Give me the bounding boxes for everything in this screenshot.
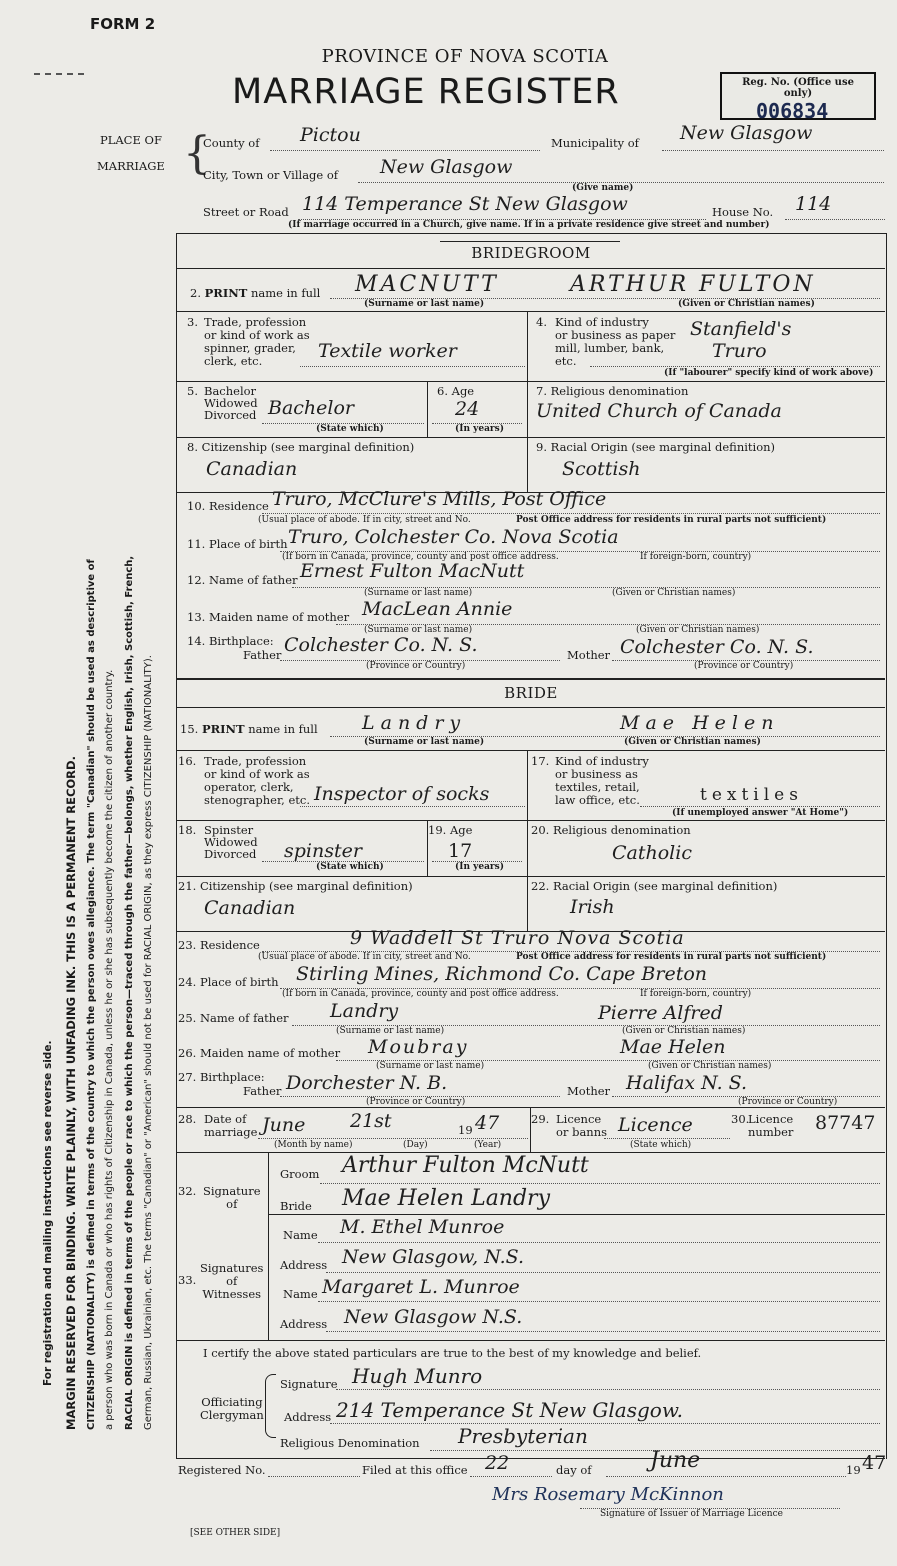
punch-mark — [34, 73, 84, 75]
groom-status-number: 5. — [187, 384, 198, 398]
groom-industry-1: Stanfield's — [690, 318, 792, 340]
groom-bp-mother-caption: (Province or Country) — [694, 661, 794, 671]
groom-racial: Scottish — [562, 458, 641, 480]
clergy-addr-label: Address — [284, 1410, 332, 1424]
w2-address: New Glasgow N.S. — [344, 1306, 523, 1328]
place-label-1: PLACE OF — [100, 133, 162, 147]
bride-father-label: 25. Name of father — [178, 1011, 289, 1025]
groom-religion-label: 7. Religious denomination — [536, 384, 689, 398]
county-value: Pictou — [300, 124, 361, 146]
groom-father-label: 12. Name of father — [187, 573, 298, 587]
w1-address: New Glasgow, N.S. — [342, 1246, 525, 1268]
bride-industry-label: Kind of industry or business as textiles, retail, law office, etc. — [555, 754, 649, 807]
groom-bp-father-caption: (Province or Country) — [366, 661, 466, 671]
groom-signature: Arthur Fulton McNutt — [342, 1153, 589, 1178]
groom-mother-label: 13. Maiden name of mother — [187, 610, 350, 624]
w2-address-label: Address — [280, 1317, 328, 1331]
church-note: (If marriage occurred in a Church, give name. If in a private residence give street and number) — [288, 220, 770, 230]
date-month-caption: (Month by name) — [274, 1140, 353, 1150]
date-month: June — [262, 1114, 306, 1136]
filed-month: June — [650, 1448, 701, 1473]
clergy-bracket — [265, 1374, 276, 1438]
reg-number-label: Reg. No. (Office use only) — [742, 77, 854, 99]
issuer-caption: Signature of Issuer of Marriage Licence — [600, 1509, 783, 1519]
reg-number: 006834 — [756, 99, 829, 123]
w1-address-label: Address — [280, 1258, 328, 1272]
groom-age: 24 — [455, 398, 480, 420]
groom-birth-caption-2: If foreign-born, country) — [640, 552, 752, 562]
issuer-signature: Mrs Rosemary McKinnon — [492, 1484, 724, 1505]
clergy-rel-label: Religious Denomination — [280, 1436, 420, 1450]
bride-age: 17 — [448, 840, 473, 862]
groom-racial-label: 9. Racial Origin (see marginal definition) — [536, 440, 776, 454]
bride-age-label: 19. Age — [428, 823, 473, 837]
groom-given: ARTHUR FULTON — [570, 272, 816, 297]
place-label-2: MARRIAGE — [97, 159, 165, 173]
bride-religion-label: 20. Religious denomination — [531, 823, 691, 837]
w1-name: M. Ethel Munroe — [340, 1216, 505, 1238]
groom-bp-mother: Colchester Co. N. S. — [620, 636, 814, 658]
witness-label: Signatures of Witnesses — [200, 1261, 264, 1301]
groom-religion: United Church of Canada — [536, 400, 782, 422]
bride-birth-caption-1: (If born in Canada, province, county and post office address. — [282, 989, 559, 999]
margin-instructions: For registration and mailing instructions see reverse side. — [42, 1040, 54, 1386]
licence-type: Licence — [618, 1114, 693, 1136]
bride-bp-father: Dorchester N. B. — [286, 1072, 448, 1094]
bride-father-given-caption: (Given or Christian names) — [622, 1026, 746, 1036]
bride-mother-surname: Moubray — [368, 1036, 469, 1058]
street-label: Street or Road — [203, 205, 289, 219]
bride-bp-father-caption: (Province or Country) — [366, 1097, 466, 1107]
bride-father-surname: Landry — [330, 1000, 399, 1022]
bride-surname: Landry — [362, 712, 467, 734]
licence-label: Licence or banns — [556, 1112, 608, 1139]
margin-binding-notice: MARGIN RESERVED FOR BINDING. WRITE PLAINLY, WITH UNFADING INK. THIS IS A PERMANENT RECORD. — [64, 756, 78, 1430]
form-title: MARRIAGE REGISTER — [232, 72, 620, 112]
groom-age-label: 6. Age — [437, 384, 475, 398]
day-of-label: day of — [556, 1463, 592, 1477]
bride-bp-mother-caption: (Province or Country) — [738, 1097, 838, 1107]
clergy-denomination: Presbyterian — [458, 1424, 588, 1448]
bride-status-number: 18. — [178, 823, 197, 837]
groom-bp-father: Colchester Co. N. S. — [284, 634, 478, 656]
bride-heading: BRIDE — [504, 684, 558, 702]
bride-industry-caption: (If unemployed answer "At Home") — [672, 808, 849, 818]
municipality-value: New Glasgow — [680, 122, 813, 144]
bride-residence-caption-1: (Usual place of abode. If in city, street and No. — [258, 952, 471, 962]
margin-racial-2: German, Russian, Ukrainian, etc. The terms "Canadian" or "American" should not be used for RACIAL ORIGIN, as they express CITIZENSHIP (NATIONALITY). — [143, 655, 154, 1430]
bride-given: Mae Helen — [620, 712, 780, 734]
groom-residence-label: 10. Residence — [187, 499, 269, 513]
filed-label: Filed at this office — [362, 1463, 468, 1477]
groom-birth: Truro, Colchester Co. Nova Scotia — [288, 526, 619, 548]
groom-birth-label: 11. Place of birth — [187, 537, 288, 551]
clergy-address: 214 Temperance St New Glasgow. — [336, 1398, 683, 1422]
groom-mother: MacLean Annie — [362, 598, 513, 620]
groom-citizenship: Canadian — [206, 458, 298, 480]
groom-citizenship-label: 8. Citizenship (see marginal definition) — [187, 440, 415, 454]
bride-racial: Irish — [570, 896, 615, 918]
groom-age-caption: (In years) — [455, 424, 504, 434]
groom-bp-father-label: Father — [243, 648, 282, 662]
date-label: Date of marriage — [204, 1112, 258, 1139]
bride-industry-number: 17. — [531, 754, 550, 768]
bride-status-label: Spinster Widowed Divorced — [204, 823, 258, 861]
groom-father: Ernest Fulton MacNutt — [300, 560, 525, 582]
bride-surname-caption: (Surname or last name) — [364, 737, 485, 747]
groom-industry-number: 4. — [536, 315, 547, 329]
groom-trade: Textile worker — [318, 340, 457, 362]
see-other-side: [SEE OTHER SIDE] — [190, 1528, 281, 1538]
bride-birth: Stirling Mines, Richmond Co. Cape Breton — [296, 963, 708, 985]
bride-birthplace-label: 27. Birthplace: — [178, 1070, 265, 1084]
date-year-prefix: 19 — [458, 1123, 473, 1137]
filed-day: 22 — [485, 1452, 510, 1474]
bride-bp-mother: Halifax N. S. — [626, 1072, 748, 1094]
clergy-sig-label: Signature — [280, 1377, 338, 1391]
date-year: 47 — [475, 1112, 500, 1134]
groom-mother-given-caption: (Given or Christian names) — [636, 625, 760, 635]
groom-name-row — [190, 287, 320, 299]
bride-birth-label: 24. Place of birth — [178, 975, 279, 989]
date-day: 21st — [350, 1110, 392, 1132]
bride-residence-caption-2: Post Office address for residents in rural parts not sufficient) — [516, 952, 827, 962]
bride-age-caption: (In years) — [455, 862, 504, 872]
bride-trade-number: 16. — [178, 754, 197, 768]
groom-name-number: 2. — [190, 286, 201, 300]
licence-no-label: Licence number — [748, 1112, 794, 1139]
groom-trade-label: Trade, profession or kind of work as spinner, grader, clerk, etc. — [204, 315, 310, 368]
licence-number-label-num: 29. — [531, 1112, 550, 1126]
bride-sig-label: Bride — [280, 1199, 312, 1213]
date-day-caption: (Day) — [403, 1140, 428, 1150]
bride-status: spinster — [284, 840, 362, 862]
bride-religion: Catholic — [612, 842, 692, 864]
margin-citizenship-1: CITIZENSHIP (NATIONALITY) is defined in terms of the country to which the person owes allegiance. The term "Canadian" should be used as descriptive of — [86, 559, 97, 1430]
groom-father-given-caption: (Given or Christian names) — [612, 588, 736, 598]
bride-citizenship: Canadian — [204, 897, 296, 919]
groom-birth-caption-1: (If born in Canada, province, county and post office address. — [282, 552, 559, 562]
margin-citizenship-2: a person who was born in Canada or who has rights of Citizenship in Canada, unless he or she has subsequently become the citizen of another country. — [104, 669, 115, 1430]
groom-residence-caption-1: (Usual place of abode. If in city, street and No. — [258, 515, 471, 525]
margin-racial-1: RACIAL ORIGIN is defined in terms of the people or race to which the person—traced through the father—belongs, whether English, Irish, Scottish, French, — [124, 555, 135, 1430]
bride-father-surname-caption: (Surname or last name) — [336, 1026, 445, 1036]
bride-trade: Inspector of socks — [314, 783, 490, 805]
groom-sig-label: Groom — [280, 1167, 320, 1181]
groom-residence-caption-2: Post Office address for residents in rural parts not sufficient) — [516, 515, 827, 525]
bride-signature: Mae Helen Landry — [342, 1186, 551, 1211]
licence-no-num: 30. — [731, 1112, 750, 1126]
county-label: County of — [203, 136, 260, 150]
bride-father-given: Pierre Alfred — [598, 1002, 723, 1024]
groom-status-label: Bachelor Widowed Divorced — [204, 384, 258, 422]
groom-bp-mother-label: Mother — [567, 648, 611, 662]
groom-trade-number: 3. — [187, 315, 198, 329]
street-value: 114 Temperance St New Glasgow — [302, 193, 628, 215]
groom-surname: MACNUTT — [355, 272, 499, 297]
house-label: House No. — [712, 205, 774, 219]
bride-bp-mother-label: Mother — [567, 1084, 611, 1098]
house-value: 114 — [795, 193, 832, 215]
w2-name-label: Name — [283, 1287, 318, 1301]
groom-surname-caption: (Surname or last name) — [364, 299, 485, 309]
groom-industry-label: Kind of industry or business as paper mill, lumber, bank, etc. — [555, 315, 676, 368]
date-year-caption: (Year) — [474, 1140, 502, 1150]
bride-name-row: 15. PRINT name in full — [180, 722, 318, 736]
groom-status: Bachelor — [268, 397, 355, 419]
licence-type-caption: (State which) — [630, 1140, 692, 1150]
filed-year: 47 — [862, 1452, 887, 1474]
bride-birth-caption-2: If foreign-born, country) — [640, 989, 752, 999]
province-heading: PROVINCE OF NOVA SCOTIA — [321, 46, 609, 67]
city-label: City, Town or Village of — [203, 168, 339, 182]
groom-given-caption: (Given or Christian names) — [678, 299, 815, 309]
give-name-caption: (Give name) — [572, 183, 634, 193]
groom-birthplace-label: 14. Birthplace: — [187, 634, 274, 648]
bridegroom-heading: BRIDEGROOM — [471, 244, 591, 262]
bride-status-caption: (State which) — [316, 862, 384, 872]
bride-trade-label: Trade, profession or kind of work as operator, clerk, stenographer, etc. — [204, 754, 311, 807]
groom-print-word: PRINT — [204, 286, 248, 300]
bride-residence: 9 Waddell St Truro Nova Scotia — [350, 927, 685, 949]
reg-number-box — [720, 72, 876, 123]
w1-name-label: Name — [283, 1228, 318, 1242]
date-number: 28. — [178, 1112, 197, 1126]
bride-racial-label: 22. Racial Origin (see marginal definition) — [531, 879, 778, 893]
signature-number: 32. — [178, 1184, 197, 1198]
groom-industry-caption: (If "labourer" specify kind of work above) — [664, 368, 874, 378]
bride-industry: textiles — [700, 785, 803, 805]
form-number: FORM 2 — [90, 15, 156, 33]
bride-given-caption: (Given or Christian names) — [624, 737, 761, 747]
bride-bp-father-label: Father — [243, 1084, 282, 1098]
bride-mother-label: 26. Maiden name of mother — [178, 1046, 341, 1060]
filed-year-prefix: 19 — [846, 1463, 861, 1477]
bride-residence-label: 23. Residence — [178, 938, 260, 952]
bride-mother-surname-caption: (Surname or last name) — [376, 1061, 485, 1071]
groom-name-label: name in full — [250, 286, 321, 300]
bride-citizenship-label: 21. Citizenship (see marginal definition) — [178, 879, 413, 893]
city-value: New Glasgow — [380, 156, 513, 178]
clergy-signature: Hugh Munro — [352, 1364, 483, 1388]
w2-name: Margaret L. Munroe — [322, 1276, 520, 1298]
municipality-label: Municipality of — [551, 136, 639, 150]
groom-mother-surname-caption: (Surname or last name) — [364, 625, 473, 635]
registered-no-label: Registered No. — [178, 1463, 266, 1477]
licence-no: 87747 — [815, 1112, 876, 1134]
certification-text: I certify the above stated particulars are true to the best of my knowledge and belief. — [203, 1346, 702, 1360]
groom-industry-2: Truro — [712, 340, 767, 362]
witness-number: 33. — [178, 1273, 197, 1287]
bride-mother-given: Mae Helen — [620, 1036, 726, 1058]
brace-icon: { — [183, 128, 211, 179]
groom-status-caption: (State which) — [316, 424, 384, 434]
groom-father-surname-caption: (Surname or last name) — [364, 588, 473, 598]
bride-mother-given-caption: (Given or Christian names) — [648, 1061, 772, 1071]
signature-label: Signature of — [203, 1184, 261, 1211]
groom-residence: Truro, McClure's Mills, Post Office — [272, 488, 607, 510]
clergy-label: Officiating Clergyman — [200, 1395, 264, 1422]
